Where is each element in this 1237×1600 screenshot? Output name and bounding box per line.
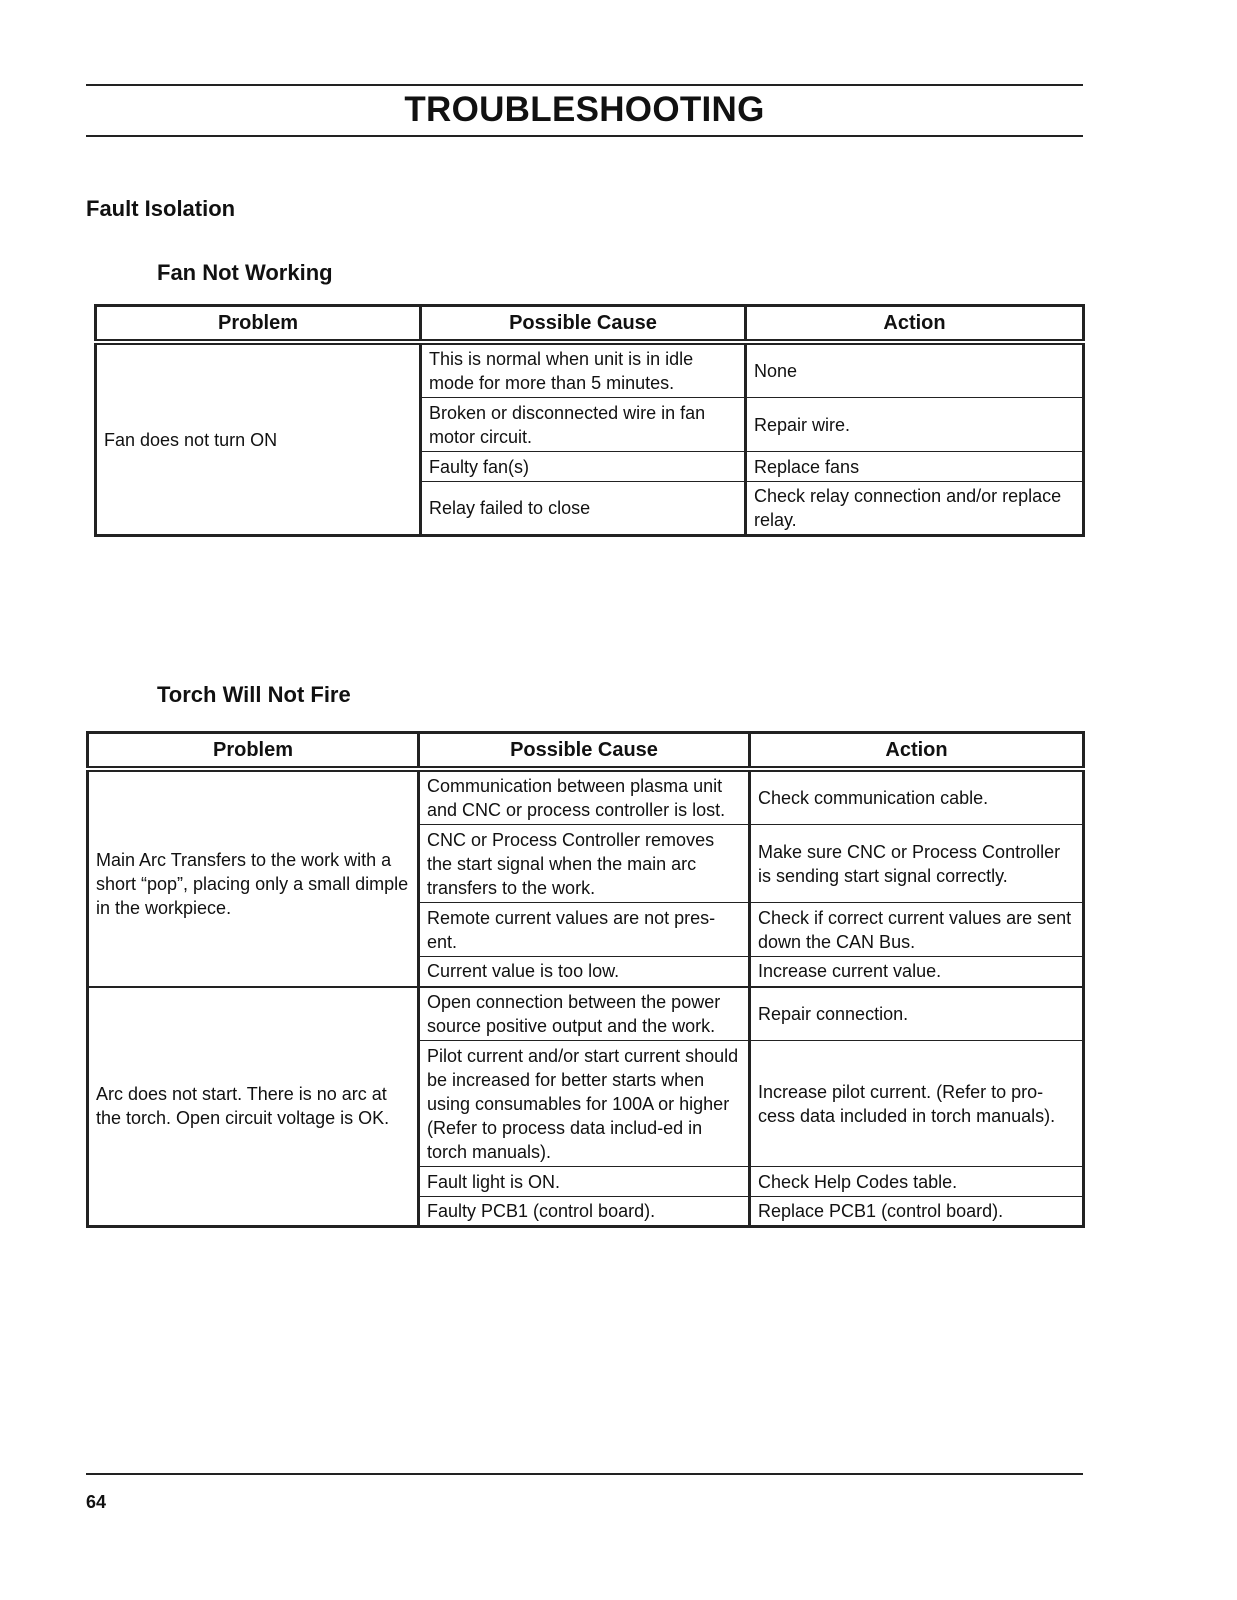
cause-cell: Faulty PCB1 (control board). <box>419 1197 750 1227</box>
footer-rule <box>86 1473 1083 1475</box>
action-cell: Make sure CNC or Process Controller is sending start signal correctly. <box>750 825 1084 903</box>
cause-cell: Pilot current and/or start current should be increased for better starts when using consumables for 100A or higher (Refer to process data includ-ed in torch manuals). <box>419 1041 750 1167</box>
header-row <box>88 733 1084 770</box>
header-action: Action <box>750 733 1084 770</box>
cause-cell: CNC or Process Controller removes the start signal when the main arc transfers to the work. <box>419 825 750 903</box>
table-row <box>88 769 1084 825</box>
cause-cell: Communication between plasma unit and CNC or process controller is lost. <box>419 769 750 825</box>
header-action: Action <box>746 306 1084 343</box>
action-cell: None <box>746 342 1084 398</box>
action-cell: Check if correct current values are sent down the CAN Bus. <box>750 903 1084 957</box>
header-problem: Problem <box>96 306 421 343</box>
problem-cell: Fan does not turn ON <box>96 342 421 536</box>
action-cell: Check communication cable. <box>750 769 1084 825</box>
table-row <box>96 342 1084 398</box>
problem-cell: Main Arc Transfers to the work with a short “pop”, placing only a small dimple in the workpiece. <box>88 769 419 987</box>
page-title: TROUBLESHOOTING <box>404 90 765 129</box>
cause-cell: Faulty fan(s) <box>421 452 746 482</box>
cause-cell: Broken or disconnected wire in fan motor circuit. <box>421 398 746 452</box>
torch-table-title: Torch Will Not Fire <box>157 682 351 707</box>
top-rule <box>86 84 1083 86</box>
action-cell: Replace PCB1 (control board). <box>750 1197 1084 1227</box>
fan-table-title: Fan Not Working <box>157 260 333 285</box>
cause-cell: Fault light is ON. <box>419 1167 750 1197</box>
header-possible-cause: Possible Cause <box>419 733 750 770</box>
header-problem: Problem <box>88 733 419 770</box>
action-cell: Repair wire. <box>746 398 1084 452</box>
fan-troubleshooting-table <box>94 304 1085 537</box>
page-number: 64 <box>86 1492 107 1512</box>
cause-cell: Current value is too low. <box>419 957 750 987</box>
action-cell: Increase pilot current. (Refer to pro-cess data included in torch manuals). <box>750 1041 1084 1167</box>
section-title: Fault Isolation <box>86 196 236 221</box>
action-cell: Check relay connection and/or replace relay. <box>746 482 1084 536</box>
title-rule <box>86 135 1083 137</box>
table-row <box>88 987 1084 1041</box>
action-cell: Repair connection. <box>750 987 1084 1041</box>
header-possible-cause: Possible Cause <box>421 306 746 343</box>
cause-cell: Relay failed to close <box>421 482 746 536</box>
torch-troubleshooting-table <box>86 731 1085 1228</box>
cause-cell: Remote current values are not pres-ent. <box>419 903 750 957</box>
action-cell: Check Help Codes table. <box>750 1167 1084 1197</box>
cause-cell: Open connection between the power source positive output and the work. <box>419 987 750 1041</box>
cause-cell: This is normal when unit is in idle mode for more than 5 minutes. <box>421 342 746 398</box>
problem-cell: Arc does not start. There is no arc at the torch. Open circuit voltage is OK. <box>88 987 419 1227</box>
action-cell: Increase current value. <box>750 957 1084 987</box>
header-row <box>96 306 1084 343</box>
action-cell: Replace fans <box>746 452 1084 482</box>
